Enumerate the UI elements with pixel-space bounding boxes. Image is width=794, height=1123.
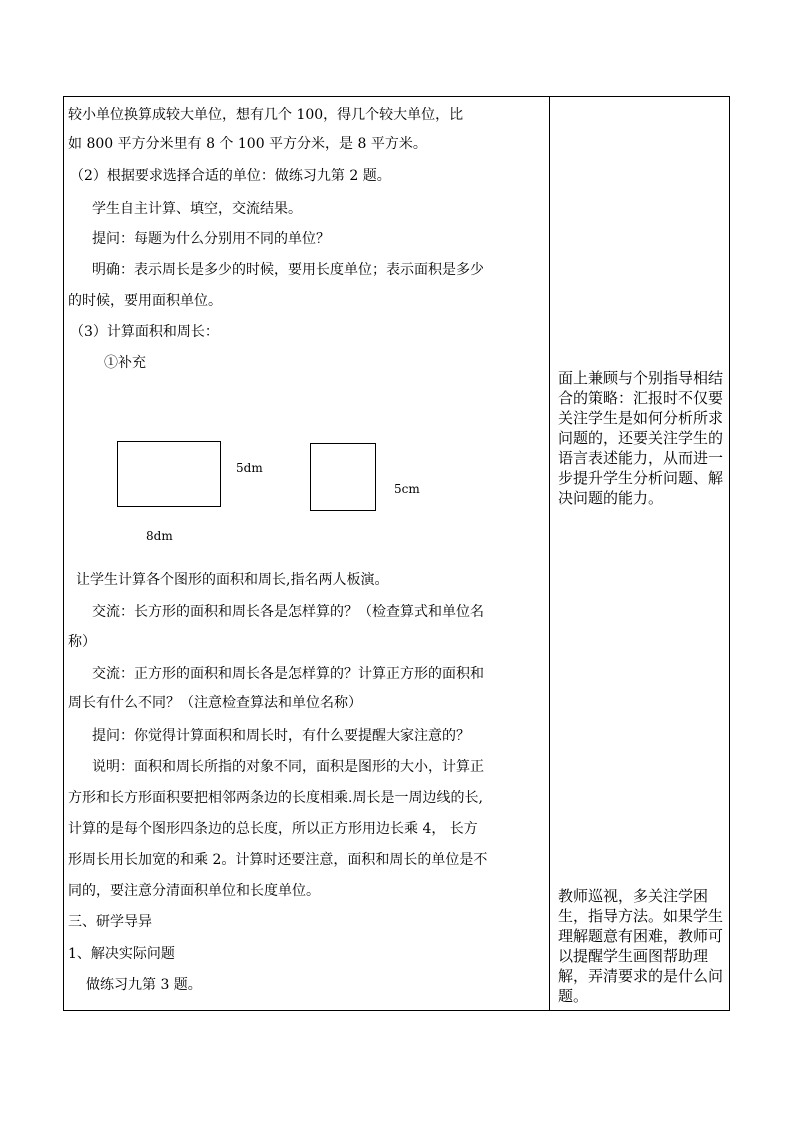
text-line: 让学生计算各个图形的面积和周长,指名两人板演。 (76, 572, 389, 588)
text-line: 的时候，要用面积单位。 (68, 293, 222, 309)
text-line: 做练习九第 3 题。 (86, 977, 202, 993)
text-line: 方形和长方形面积要把相邻两条边的长度相乘.周长是一周边线的长, (68, 790, 483, 806)
rect-height-label: 5dm (236, 461, 263, 475)
text-line: 称） (68, 634, 96, 650)
text-line: 同的，要注意分清面积单位和长度单位。 (68, 883, 320, 899)
text-line: 计算的是每个图形四条边的总长度，所以正方形用边长乘 4， 长方 (68, 821, 478, 837)
subsection-heading: 1、解决实际问题 (68, 946, 175, 962)
teaching-note: 教师巡视，多关注学困生，指导方法。如果学生理解题意有困难，教师可以提醒学生画图帮助理解，弄清要求的是什么问题。 (558, 887, 724, 1005)
text-line: ①补充 (104, 355, 146, 371)
square-figure (310, 443, 376, 511)
text-line: 明确：表示周长是多少的时候，要用长度单位；表示面积是多少 (92, 262, 484, 278)
text-line: 提问：每题为什么分别用不同的单位？ (92, 231, 330, 247)
text-line: 学生自主计算、填空，交流结果。 (92, 201, 302, 217)
rectangle-figure (117, 441, 221, 507)
text-line: 形周长用长加宽的和乘 2。计算时还要注意，面积和周长的单位是不 (68, 852, 488, 868)
rect-width-label: 8dm (146, 529, 173, 543)
text-line: 较小单位换算成较大单位，想有几个 100，得几个较大单位，比 (68, 107, 464, 123)
teaching-note: 面上兼顾与个别指导相结合的策略：汇报时不仅要关注学生是如何分析所求问题的，还要关注学生的语言表述能力，从而进一步提升学生分析问题、解决问题的能力。 (558, 369, 724, 507)
section-heading: 三、研学导异 (68, 914, 152, 930)
text-line: 周长有什么不同？（注意检查算法和单位名称） (68, 695, 362, 711)
text-line: （3）计算面积和周长： (70, 324, 219, 340)
text-line: 交流：正方形的面积和周长各是怎样算的？计算正方形的面积和 (92, 666, 484, 682)
text-line: 如 800 平方分米里有 8 个 100 平方分米，是 8 平方米。 (68, 136, 427, 152)
text-line: 提问：你觉得计算面积和周长时，有什么要提醒大家注意的？ (92, 728, 470, 744)
square-side-label: 5cm (394, 482, 420, 496)
text-line: 交流：长方形的面积和周长各是怎样算的？（检查算式和单位名 (92, 604, 484, 620)
text-line: 说明：面积和周长所指的对象不同，面积是图形的大小，计算正 (92, 759, 484, 775)
text-line: （2）根据要求选择合适的单位：做练习九第 2 题。 (70, 168, 391, 184)
column-divider (549, 96, 550, 1011)
